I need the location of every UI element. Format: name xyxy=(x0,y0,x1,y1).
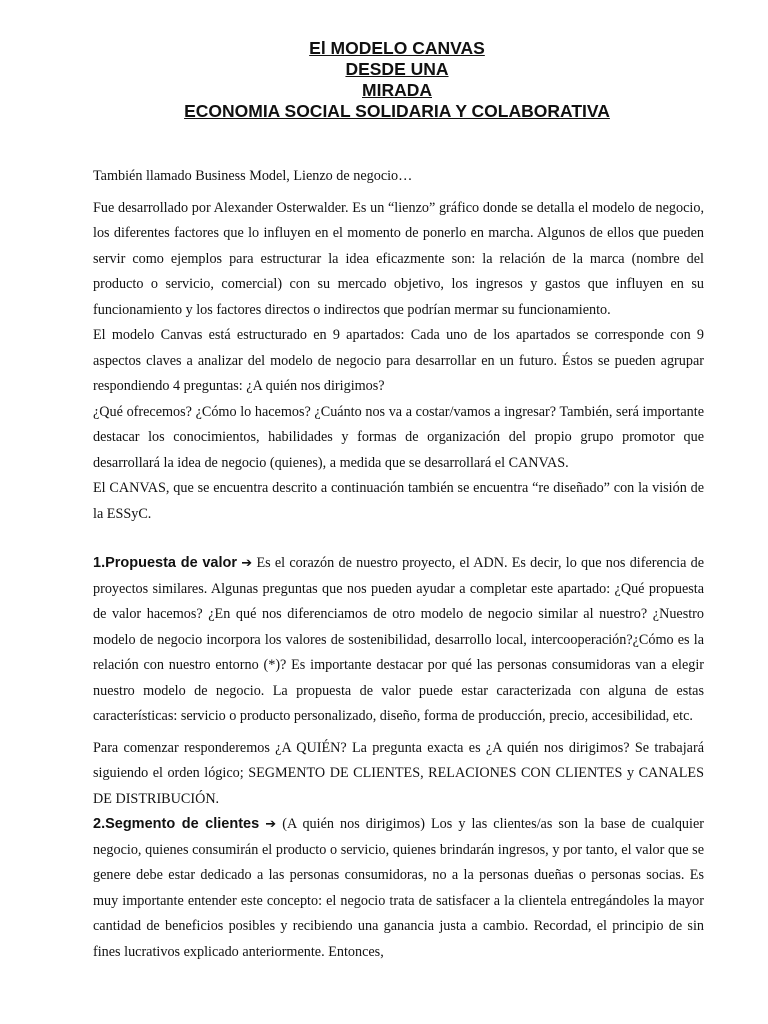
section-spacer xyxy=(93,527,704,551)
title-line-4: ECONOMIA SOCIAL SOLIDARIA Y COLABORATIVA xyxy=(184,101,610,121)
document-title xyxy=(0,38,768,122)
intro-paragraph: También llamado Business Model, Lienzo de negocio… xyxy=(93,168,413,184)
paragraph-nine-sections: El modelo Canvas está estructurado en 9 apartados: Cada uno de los apartados se corresponde con 9 aspectos claves a analizar del modelo de negocio para desarrollar en un futuro. Éstos se pueden agrupar respondiendo 4 preguntas: ¿A quién nos dirigimos? xyxy=(93,327,704,394)
arrow-right-icon: ➔ xyxy=(241,556,253,571)
section-text-value-proposition: Es el corazón de nuestro proyecto, el ADN. Es decir, lo que nos diferencia de proyectos similares. Algunas preguntas que nos pueden ayudar a completar este apartado: ¿Qué propuesta de valor hacemos? ¿En qué nos diferenciamos de otro modelo de negocio similar al nuestro? ¿Nuestro modelo de negocio incorpora los valores de sostenibilidad, desarrollo local, intercooperación?¿Cómo es la relación con nuestro entorno (*)? Es importante destacar por qué las personas consumidoras van a elegir nuestro modelo de negocio. La propuesta de valor puede estar caracterizada con alguna de estas características: servicio o producto personalizado, diseño, forma de producción, precio, accesibilidad, etc. xyxy=(93,555,705,724)
arrow-right-icon: ➔ xyxy=(265,817,277,832)
document-body xyxy=(93,164,704,965)
paragraph-essyc: El CANVAS, que se encuentra descrito a continuación también se encuentra “re diseñado” con la visión de la ESSyC. xyxy=(93,480,704,522)
title-line-3: MIRADA xyxy=(362,80,432,100)
section-heading-value-proposition: 1.Propuesta de valor xyxy=(93,555,238,571)
section-heading-customer-segments: 2.Segmento de clientes xyxy=(93,816,260,832)
paragraph-questions: ¿Qué ofrecemos? ¿Cómo lo hacemos? ¿Cuánto nos va a costar/vamos a ingresar? También, será importante destacar los conocimientos, habilidades y formas de organización del propio grupo promotor que desarrollará la idea de negocio (quienes), a medida que se desarrollará el CANVAS. xyxy=(93,403,704,471)
paragraph-a-quien: Para comenzar responderemos ¿A QUIÉN? La pregunta exacta es ¿A quién nos dirigimos? Se trabajará siguiendo el orden lógico; SEGMENTO DE CLIENTES, RELACIONES CON CLIENTES y CANALES DE DISTRIBUCIÓN. xyxy=(93,739,704,807)
title-line-1: El MODELO CANVAS xyxy=(309,38,485,58)
section-value-proposition xyxy=(93,551,704,730)
section-customer-segments xyxy=(93,812,704,965)
section-text-customer-segments: (A quién nos dirigimos) Los y las clientes/as son la base de cualquier negocio, quienes consumirán el producto o servicio, quienes brindarán ingresos, y por tanto, el valor que se genere debe estar dedicado a las personas consumidoras, no a la personas dueñas o personas socias. Es muy importante entender este concepto: el negocio trata de satisfacer a la clientela entregándoles la mayor cantidad de beneficios posibles y recibiendo una ganancia justa a cambio. Recordad, el principio de sin fines lucrativos explicado anteriormente. Entonces, xyxy=(93,816,704,960)
title-line-2: DESDE UNA xyxy=(345,59,449,79)
paragraph-osterwalder: Fue desarrollado por Alexander Osterwalder. Es un “lienzo” gráfico donde se detalla el modelo de negocio, los diferentes factores que lo influyen en el momento de ponerlo en marcha. Algunos de ellos que pueden servir como ejemplos para estructurar la idea eficazmente son: la relación de la marca (nombre del producto o servicio, comercial) con su mercado objetivo, los ingresos y gastos que influyen en su funcionamiento y los factores directos o indirectos que podrían mermar su funcionamiento. xyxy=(93,199,704,318)
